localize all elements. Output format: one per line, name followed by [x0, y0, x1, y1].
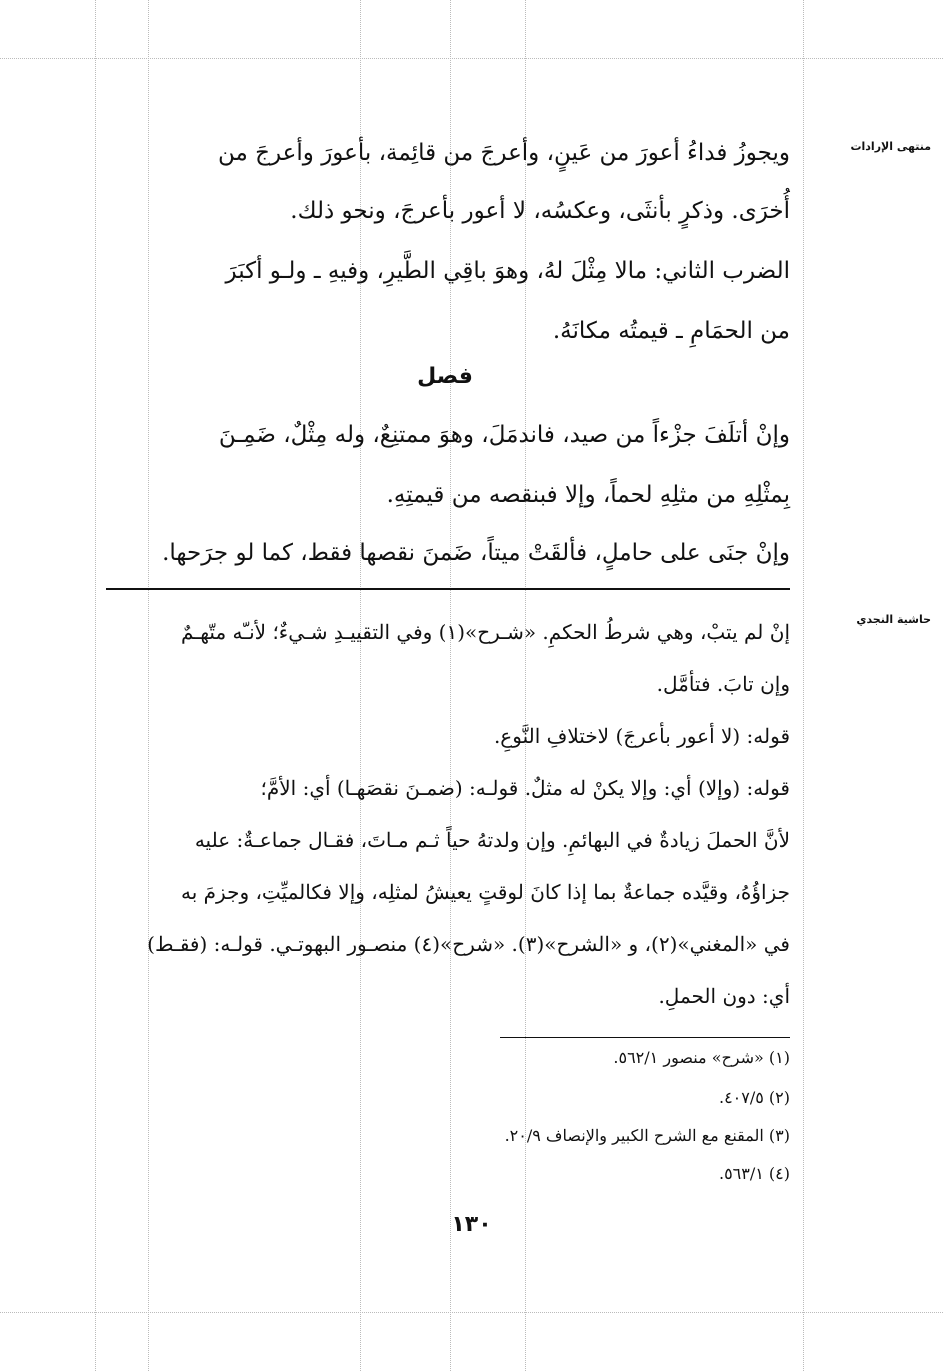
text-line: الضرب الثاني: مالا مِثْلَ لهُ، وهوَ باقِي الطَّيرِ، وفيهِ ـ ولـو أكبَرَ [225, 258, 790, 284]
text-line: وإنْ أتلَفَ جزْءاً من صيد، فاندمَلَ، وهوَ ممتنِعٌ، وله مِثْلٌ، ضَمِـنَ [218, 422, 790, 448]
main-text [100, 140, 790, 360]
text-line: أُخرَى. وذكرٍ بأنثَى، وعكسُه، لا أعور بأعرجَ، ونحو ذلك. [290, 198, 790, 224]
section-divider [106, 588, 790, 590]
footnote: (١) «شرح» منصور ٥٦٢/١. [613, 1048, 790, 1067]
text-line: وإن تابَ. فتأمَّل. [656, 672, 790, 696]
guide-line [0, 58, 943, 59]
text-line: من الحمَامِ ـ قيمتُه مكانَهُ. [552, 318, 790, 344]
side-label-top: منتهى الإرادات [850, 140, 931, 153]
guide-line [803, 0, 804, 1371]
text-line: جزاؤُهُ، وقيَّده جماعةٌ بما إذا كانَ لوقتٍ يعيشُ لمثلِه، وإلا فكالميِّتِ، وجزمَ به [181, 880, 790, 904]
text-line: ويجوزُ فداءُ أعورَ من عَينٍ، وأعرجَ من قائِمة، بأعورَ وأعرجَ من [217, 140, 790, 166]
text-line: إنْ لم يتبْ، وهي شرطُ الحكمِ. «شـرح»(١) وفي التقييـدِ شـيءٌ؛ لأنـّه متّهـمٌ [181, 620, 790, 644]
text-line: لأنَّ الحملَ زيادةٌ في البهائمِ. وإن ولدتهُ حياً ثـم مـاتَ، فقـال جماعـةٌ: عليه [194, 828, 790, 852]
section-text [100, 422, 790, 582]
commentary-text [100, 620, 790, 1020]
text-line: بِمثْلِهِ من مثلِهِ لحماً، وإلا فبنقصه من قيمتِهِ. [386, 482, 790, 508]
guide-line [95, 0, 96, 1371]
text-line: قوله: (لا أعور بأعرجَ) لاختلافِ النَّوعِ. [493, 724, 790, 748]
side-label-bottom: حاشية النجدي [856, 613, 931, 626]
footnote: (٤) ٥٦٣/١. [718, 1164, 790, 1183]
guide-line [0, 1312, 943, 1313]
footnote: (٣) المقنع مع الشرح الكبير والإنصاف ٢٠/٩. [504, 1126, 790, 1145]
page-number: ١٣٠ [451, 1212, 492, 1237]
footnote-divider [500, 1037, 790, 1038]
text-line: وإنْ جنَى على حاملٍ، فألقَتْ ميتاً، ضَمنَ نقصها فقط، كما لو جرَحها. [162, 540, 790, 566]
text-line: قوله: (وإلا) أي: وإلا يكنْ له مثلٌ. قولـه: (ضمـنَ نقصَهـا) أي: الأمَّ؛ [260, 776, 790, 800]
text-line: في «المغني»(٢)، و «الشرح»(٣). «شرح»(٤) منصـور البهوتـي. قولـه: (فقـط) [147, 932, 790, 956]
footnote: (٢) ٤٠٧/٥. [718, 1088, 790, 1107]
text-line: أي: دون الحملِ. [658, 984, 790, 1008]
section-heading: فصل [417, 364, 473, 389]
